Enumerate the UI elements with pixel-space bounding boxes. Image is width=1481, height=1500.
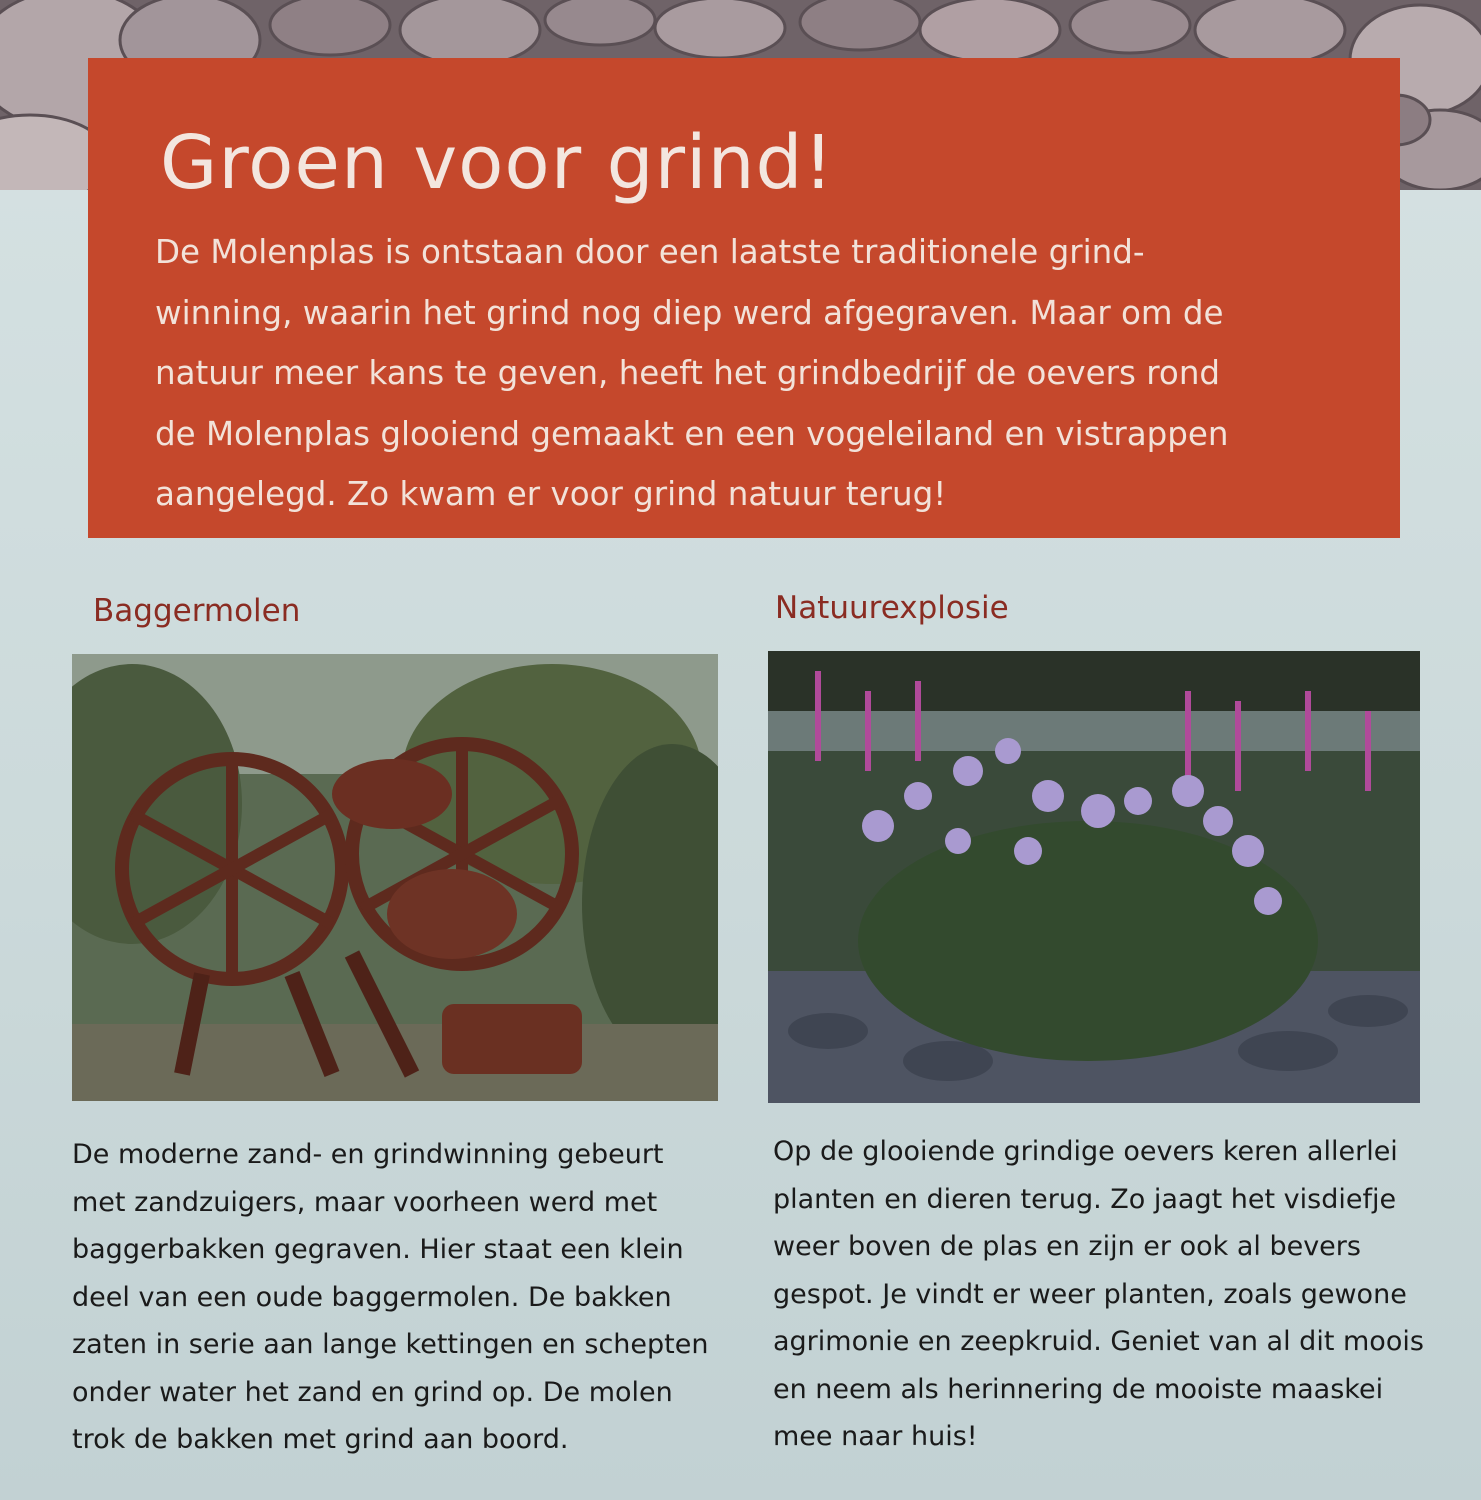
intro-line: De Molenplas is ontstaan door een laatste traditionele grind-: [155, 233, 1145, 271]
intro-line: de Molenplas glooiend gemaakt en een vogeleiland en vistrappen: [155, 414, 1229, 453]
text-line: Op de glooiende grindige oevers keren allerlei: [773, 1136, 1398, 1167]
text-line: trok de bakken met grind aan boord.: [72, 1424, 569, 1455]
text-line: en neem als herinnering de mooiste maaskei: [773, 1373, 1384, 1405]
text-line: agrimonie en zeepkruid. Geniet van al dit moois: [773, 1326, 1424, 1357]
text-line: baggerbakken gegraven. Hier staat een klein: [72, 1234, 684, 1265]
baggermolen-text: [72, 1131, 708, 1464]
natuurexplosie-text: [773, 1128, 1424, 1461]
text-line: weer boven de plas en zijn er ook al bevers: [773, 1231, 1361, 1262]
page-title: Groen voor grind!: [160, 120, 835, 206]
wildflowers-photo: [768, 651, 1420, 1103]
intro-line: winning, waarin het grind nog diep werd afgegraven. Maar om de: [155, 293, 1224, 332]
text-line: deel van een oude baggermolen. De bakken: [72, 1281, 672, 1313]
intro-paragraph: [155, 222, 1335, 525]
text-line: onder water het zand en grind op. De molen: [72, 1376, 673, 1408]
intro-line: natuur meer kans te geven, heeft het grindbedrijf de oevers rond: [155, 354, 1221, 393]
text-line: met zandzuigers, maar voorheen werd met: [72, 1186, 658, 1218]
text-line: zaten in serie aan lange kettingen en schepten: [72, 1329, 709, 1360]
section-heading-baggermolen: Baggermolen: [93, 593, 301, 629]
text-line: mee naar huis!: [773, 1421, 978, 1452]
intro-line: aangelegd. Zo kwam er voor grind natuur terug!: [155, 475, 947, 514]
text-line: gespot. Je vindt er weer planten, zoals gewone: [773, 1278, 1407, 1310]
dredging-mill-photo: [72, 654, 718, 1101]
section-heading-natuurexplosie: Natuurexplosie: [775, 590, 1009, 626]
text-line: De moderne zand- en grindwinning gebeurt: [72, 1139, 664, 1170]
text-line: planten en dieren terug. Zo jaagt het visdiefje: [773, 1183, 1397, 1215]
